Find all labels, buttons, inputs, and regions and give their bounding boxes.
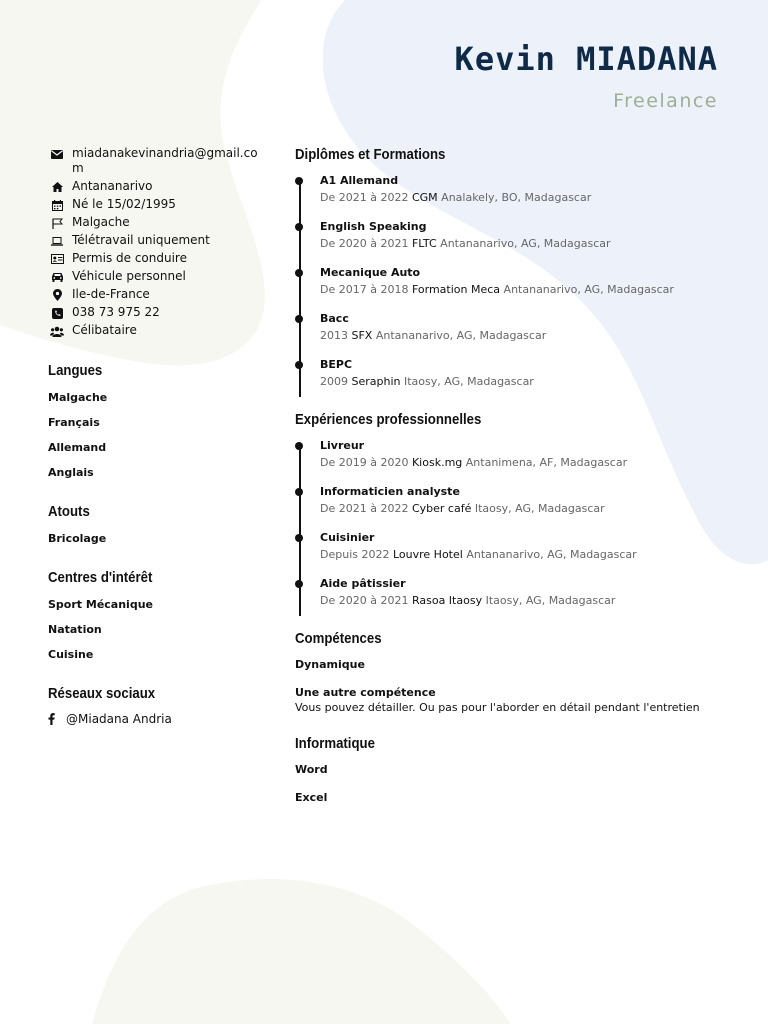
contact-birthdate-text: Né le 15/02/1995	[72, 197, 176, 211]
entry-title: A1 Allemand	[320, 174, 399, 187]
languages-section	[48, 362, 258, 479]
entry-org: Rasoa Itaosy	[411, 594, 483, 607]
atouts-section	[48, 503, 258, 545]
interest-item: Natation	[48, 623, 102, 636]
contact-list	[48, 146, 258, 338]
education-entry	[320, 265, 735, 299]
location-pin-icon	[48, 288, 66, 302]
entry-location: Antananarivo, AG, Madagascar	[466, 548, 637, 561]
entry-title: Livreur	[320, 439, 365, 452]
contact-nationality-text: Malgache	[72, 215, 130, 229]
contact-vehicle-text: Véhicule personnel	[72, 269, 186, 283]
entry-date: De 2020 à 2021	[320, 594, 409, 607]
experience-entry	[320, 484, 735, 518]
education-entry	[320, 219, 735, 253]
timeline-dot	[295, 315, 303, 323]
skill-description: Vous pouvez détailler. Ou pas pour l'aborder en détail pendant l'entretien	[295, 701, 700, 714]
entry-title: Mecanique Auto	[320, 266, 421, 279]
contact-license-text: Permis de conduire	[72, 251, 187, 265]
skill-entry	[295, 657, 735, 673]
social-section	[48, 685, 258, 726]
experience-timeline	[295, 438, 735, 610]
contact-marital	[48, 323, 258, 338]
social-title: Réseaux sociaux	[48, 685, 156, 702]
laptop-icon	[48, 234, 66, 248]
entry-title: Informaticien analyste	[320, 485, 460, 498]
languages-title: Langues	[48, 362, 103, 379]
car-icon	[48, 270, 66, 284]
atouts-title: Atouts	[48, 503, 90, 520]
education-entry	[320, 173, 735, 207]
entry-details	[320, 235, 735, 253]
it-section	[295, 735, 735, 806]
entry-location: Antanimena, AF, Madagascar	[465, 456, 628, 469]
entry-org: Louvre Hotel	[392, 548, 463, 561]
candidate-name: Kevin MIADANA	[454, 40, 718, 78]
atout-item: Bricolage	[48, 532, 107, 545]
entry-details	[320, 592, 735, 610]
experience-entry	[320, 576, 735, 610]
timeline-line	[299, 444, 301, 616]
entry-org: Kiosk.mg	[411, 456, 463, 469]
entry-org: Formation Meca	[411, 283, 501, 296]
social-link-facebook[interactable]	[48, 712, 258, 726]
right-column	[295, 146, 735, 826]
entry-org: Seraphin	[351, 375, 401, 388]
entry-date: De 2019 à 2020	[320, 456, 409, 469]
entry-location: Analakely, BO, Madagascar	[441, 191, 592, 204]
timeline-dot	[295, 177, 303, 185]
skills-section	[295, 630, 735, 715]
entry-org: CGM	[411, 191, 438, 204]
it-item: Excel	[295, 791, 328, 804]
experience-section	[295, 411, 735, 610]
entry-title: BEPC	[320, 358, 353, 371]
entry-details	[320, 189, 735, 207]
entry-date: De 2020 à 2021	[320, 237, 409, 250]
timeline-dot	[295, 534, 303, 542]
entry-location: Antananarivo, AG, Madagascar	[503, 283, 674, 296]
timeline-dot	[295, 580, 303, 588]
entry-location: Itaosy, AG, Madagascar	[485, 594, 616, 607]
education-entry	[320, 357, 735, 391]
entry-org: SFX	[351, 329, 373, 342]
entry-date: 2009	[320, 375, 348, 388]
entry-location: Antananarivo, AG, Madagascar	[375, 329, 547, 342]
experience-entry	[320, 530, 735, 564]
education-title: Diplômes et Formations	[295, 146, 446, 163]
flag-icon	[48, 216, 66, 230]
entry-details	[320, 373, 735, 391]
entry-date: 2013	[320, 329, 348, 342]
timeline-dot	[295, 488, 303, 496]
contact-remote	[48, 233, 258, 248]
it-entry	[295, 790, 735, 806]
interest-item: Cuisine	[48, 648, 94, 661]
it-item: Word	[295, 763, 328, 776]
experience-entry	[320, 438, 735, 472]
language-item: Malgache	[48, 391, 108, 404]
timeline-dot	[295, 269, 303, 277]
it-entry	[295, 762, 735, 778]
skill-entry	[295, 685, 735, 715]
interest-item: Sport Mécanique	[48, 598, 153, 611]
entry-title: Cuisinier	[320, 531, 375, 544]
entry-details	[320, 500, 735, 518]
interests-section	[48, 569, 258, 661]
skills-title: Compétences	[295, 630, 382, 647]
home-icon	[48, 180, 66, 194]
experience-title: Expériences professionnelles	[295, 411, 482, 428]
job-title: Freelance	[613, 90, 718, 112]
skill-title: Dynamique	[295, 658, 365, 671]
entry-org: FLTC	[411, 237, 437, 250]
entry-details	[320, 327, 735, 345]
language-item: Allemand	[48, 441, 107, 454]
contact-phone[interactable]	[48, 305, 258, 320]
entry-title: Aide pâtissier	[320, 577, 406, 590]
contact-city	[48, 179, 258, 194]
interests-title: Centres d'intérêt	[48, 569, 153, 586]
contact-remote-text: Télétravail uniquement	[72, 233, 210, 247]
users-icon	[48, 324, 66, 338]
contact-email-text: miadanakevinandria@gmail.com	[72, 146, 258, 175]
education-entry	[320, 311, 735, 345]
entry-details	[320, 454, 735, 472]
entry-details	[320, 281, 735, 299]
education-section	[295, 146, 735, 391]
entry-date: De 2021 à 2022	[320, 502, 409, 515]
entry-date: De 2017 à 2018	[320, 283, 409, 296]
contact-vehicle	[48, 269, 258, 284]
entry-date: Depuis 2022	[320, 548, 390, 561]
email-icon	[48, 147, 66, 161]
contact-region-text: Ile-de-France	[72, 287, 150, 301]
entry-location: Antananarivo, AG, Madagascar	[440, 237, 611, 250]
timeline-dot	[295, 442, 303, 450]
contact-license	[48, 251, 258, 266]
contact-region	[48, 287, 258, 302]
phone-icon	[48, 306, 66, 320]
contact-city-text: Antananarivo	[72, 179, 153, 193]
language-item: Anglais	[48, 466, 94, 479]
contact-nationality	[48, 215, 258, 230]
entry-title: English Speaking	[320, 220, 427, 233]
social-link-text: @Miadana Andria	[66, 712, 172, 726]
contact-email[interactable]	[48, 146, 258, 176]
contact-phone-text: 038 73 975 22	[72, 305, 160, 319]
id-card-icon	[48, 252, 66, 266]
entry-date: De 2021 à 2022	[320, 191, 409, 204]
contact-marital-text: Célibataire	[72, 323, 137, 337]
timeline-dot	[295, 223, 303, 231]
it-title: Informatique	[295, 735, 375, 752]
entry-location: Itaosy, AG, Madagascar	[474, 502, 605, 515]
entry-details	[320, 546, 735, 564]
contact-birthdate	[48, 197, 258, 212]
entry-org: Cyber café	[411, 502, 472, 515]
calendar-icon	[48, 198, 66, 212]
entry-location: Itaosy, AG, Madagascar	[404, 375, 534, 388]
left-column	[48, 146, 258, 726]
language-item: Français	[48, 416, 100, 429]
facebook-icon	[48, 713, 62, 725]
education-timeline	[295, 173, 735, 391]
entry-title: Bacc	[320, 312, 349, 325]
skill-title: Une autre compétence	[295, 686, 436, 699]
timeline-dot	[295, 361, 303, 369]
